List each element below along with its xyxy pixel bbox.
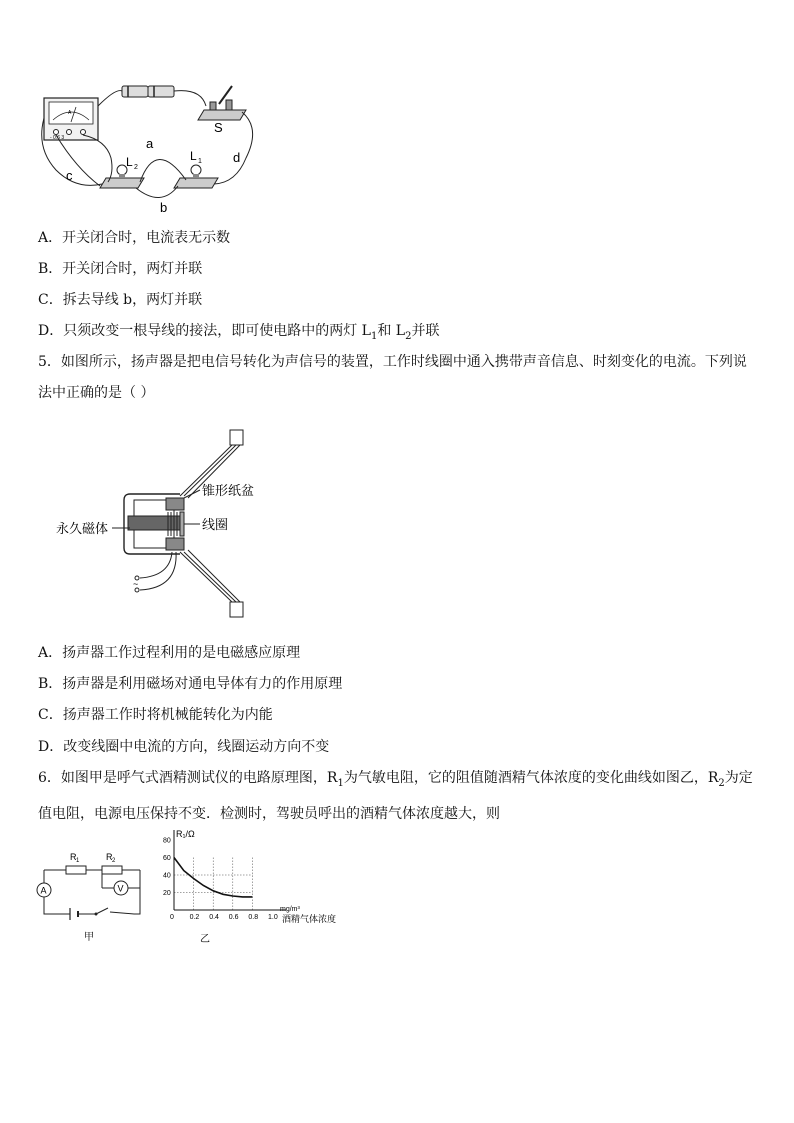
permanent-magnet-icon xyxy=(128,516,180,530)
chart-y-tick-label: 80 xyxy=(163,837,171,845)
svg-text:永久磁体: 永久磁体 xyxy=(56,521,109,536)
q4-option-d: D．只须改变一根导线的接法，即可使电路中的两灯 $L_1$和 $L_2$并联 xyxy=(38,323,440,342)
chart-y-tick-label: 20 xyxy=(163,890,171,897)
chart-x-tick-label: 0.4 xyxy=(209,914,219,921)
q4-option-a: A．开关闭合时，电流表无示数 xyxy=(38,230,231,246)
q5-option-d: D．改变线圈中电流的方向，线圈运动方向不变 xyxy=(38,739,330,755)
svg-text:L: L xyxy=(190,149,197,163)
svg-text:S: S xyxy=(214,120,223,135)
chart-xlabel: 酒精气体浓度 xyxy=(282,914,337,924)
svg-text:甲: 甲 xyxy=(84,932,94,943)
svg-text:R: R xyxy=(70,852,77,862)
bulb-l2-icon xyxy=(100,178,144,188)
svg-text:A: A xyxy=(68,110,72,116)
svg-text:锥形纸盆: 锥形纸盆 xyxy=(202,483,255,498)
svg-text:R: R xyxy=(106,852,113,862)
switch-icon xyxy=(198,110,246,120)
svg-text:b: b xyxy=(160,200,168,215)
svg-text:线圈: 线圈 xyxy=(202,517,229,532)
svg-text:d: d xyxy=(233,150,241,165)
svg-text:L: L xyxy=(126,155,133,169)
svg-text:- 0.6 3: - 0.6 3 xyxy=(50,135,65,141)
svg-text:1: 1 xyxy=(76,858,80,864)
q5-stem: 5．如图所示，扬声器是把电信号转化为声信号的装置，工作时线圈中通入携带声音信息、时刻变化的电流。下列说法中正确的是（ ） xyxy=(38,354,747,401)
q5-speaker-figure xyxy=(50,428,290,626)
bulb-l1-icon xyxy=(174,178,218,188)
chart-y-tick-label: 60 xyxy=(163,855,171,862)
chart-x-tick-label: 0.8 xyxy=(248,914,259,921)
svg-text:a: a xyxy=(146,136,154,151)
chart-x-tick-label: 0 xyxy=(170,914,174,921)
q5-option-a: A．扬声器工作过程利用的是电磁感应原理 xyxy=(38,645,301,661)
svg-text:V: V xyxy=(117,883,124,894)
svg-text:~: ~ xyxy=(133,579,139,589)
chart-x-tick-label: 0.6 xyxy=(228,914,239,921)
svg-text:2: 2 xyxy=(134,164,138,171)
q5-option-c: C．扬声器工作时将机械能转化为内能 xyxy=(38,707,273,723)
q6-stem: 6．如图甲是呼气式酒精测试仪的电路原理图，$R_1$为气敏电阻，它的阻值随酒精气体浓度的变化曲线如图乙，$R_2$为定值电阻，电源电压保持不变．检测时，驾驶员呼出的酒精气体浓度越大，则 xyxy=(38,770,753,822)
chart-caption: 乙 xyxy=(200,934,210,945)
resistor-r2 xyxy=(102,866,122,874)
chart-x-tick-label: 0.2 xyxy=(189,914,200,921)
q6-resistance-chart xyxy=(160,828,346,948)
svg-text:c: c xyxy=(66,168,73,183)
chart-y-tick-label: 40 xyxy=(163,872,171,880)
resistor-r1 xyxy=(66,866,86,874)
chart-ylabel: R₁/Ω xyxy=(176,829,195,839)
q4-option-b: B．开关闭合时，两灯并联 xyxy=(38,261,203,277)
svg-text:A: A xyxy=(40,885,47,896)
chart-series-line xyxy=(174,858,252,897)
chart-xlabel-unit: mg/m³ xyxy=(280,906,300,913)
chart-x-tick-label: 1.0 xyxy=(268,914,278,921)
svg-text:2: 2 xyxy=(112,858,116,864)
battery-icon xyxy=(122,86,148,97)
q4-circuit-figure xyxy=(36,78,266,218)
svg-text:1: 1 xyxy=(198,158,202,165)
q6-circuit-figure xyxy=(36,842,176,946)
q4-option-c: C．拆去导线 b，两灯并联 xyxy=(38,292,203,308)
q5-option-b: B．扬声器是利用磁场对通电导体有力的作用原理 xyxy=(38,676,343,692)
